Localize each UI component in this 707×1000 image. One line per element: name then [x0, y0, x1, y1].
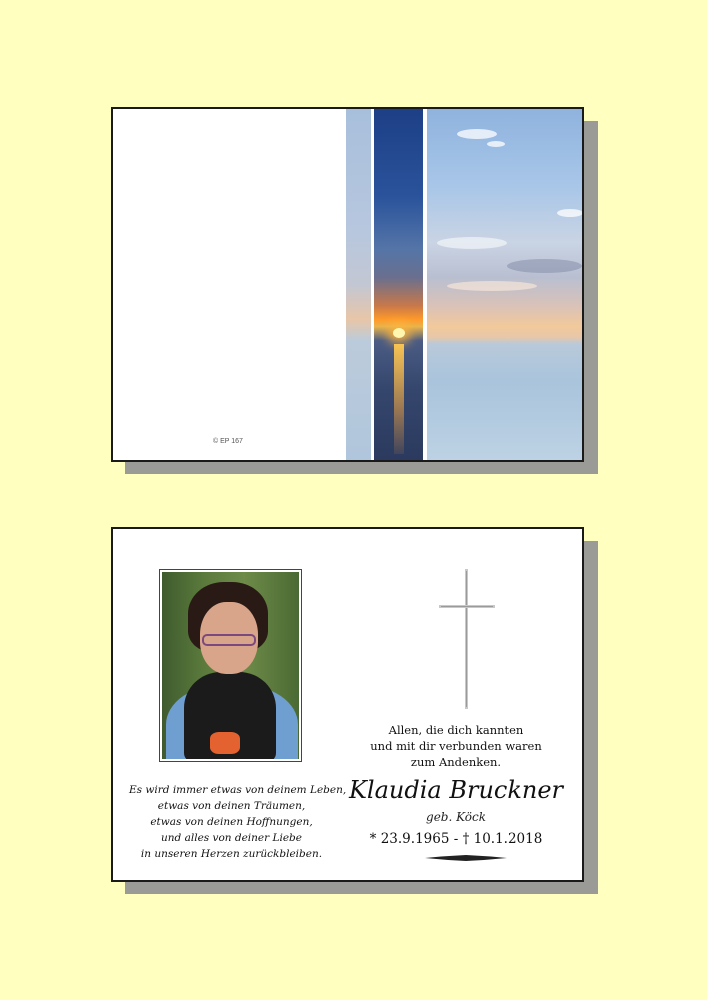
portrait-blouse [210, 732, 240, 754]
sun [393, 328, 405, 338]
portrait-photo [162, 572, 299, 759]
deceased-name: Klaudia Bruckner [348, 776, 564, 804]
poem [129, 782, 347, 862]
poem-line: in unseren Herzen zurückbleiben. [140, 848, 323, 860]
sunset-strip-left [346, 109, 371, 460]
sunset-strip-right [427, 109, 584, 460]
cloud [507, 259, 582, 273]
remembrance-verse [356, 722, 556, 770]
poem-line: und alles von deiner Liebe [161, 832, 302, 844]
poem-line: etwas von deinen Hoffnungen, [150, 816, 313, 828]
poem-line: etwas von deinen Träumen, [157, 800, 306, 812]
cloud [557, 209, 583, 217]
verse-line: zum Andenken. [410, 755, 502, 769]
sun-reflection [394, 344, 404, 454]
strip-gap [423, 109, 426, 460]
portrait-frame [159, 569, 302, 762]
cloud [487, 141, 505, 147]
poem-line: Es wird immer etwas von deinem Leben, [129, 784, 347, 796]
cross-icon [439, 569, 495, 709]
cloud [457, 129, 497, 139]
life-dates: * 23.9.1965 - † 10.1.2018 [369, 831, 543, 847]
copyright-note: © EP 167 [213, 438, 243, 445]
cloud [437, 237, 507, 249]
maiden-name: geb. Köck [426, 810, 486, 824]
cloud [447, 281, 537, 291]
verse-line: Allen, die dich kannten [388, 723, 524, 737]
back-card [111, 527, 584, 882]
verse-line: und mit dir verbunden waren [370, 739, 542, 753]
ornament-divider [425, 855, 507, 861]
front-card [111, 107, 584, 462]
portrait-glasses [202, 634, 256, 646]
